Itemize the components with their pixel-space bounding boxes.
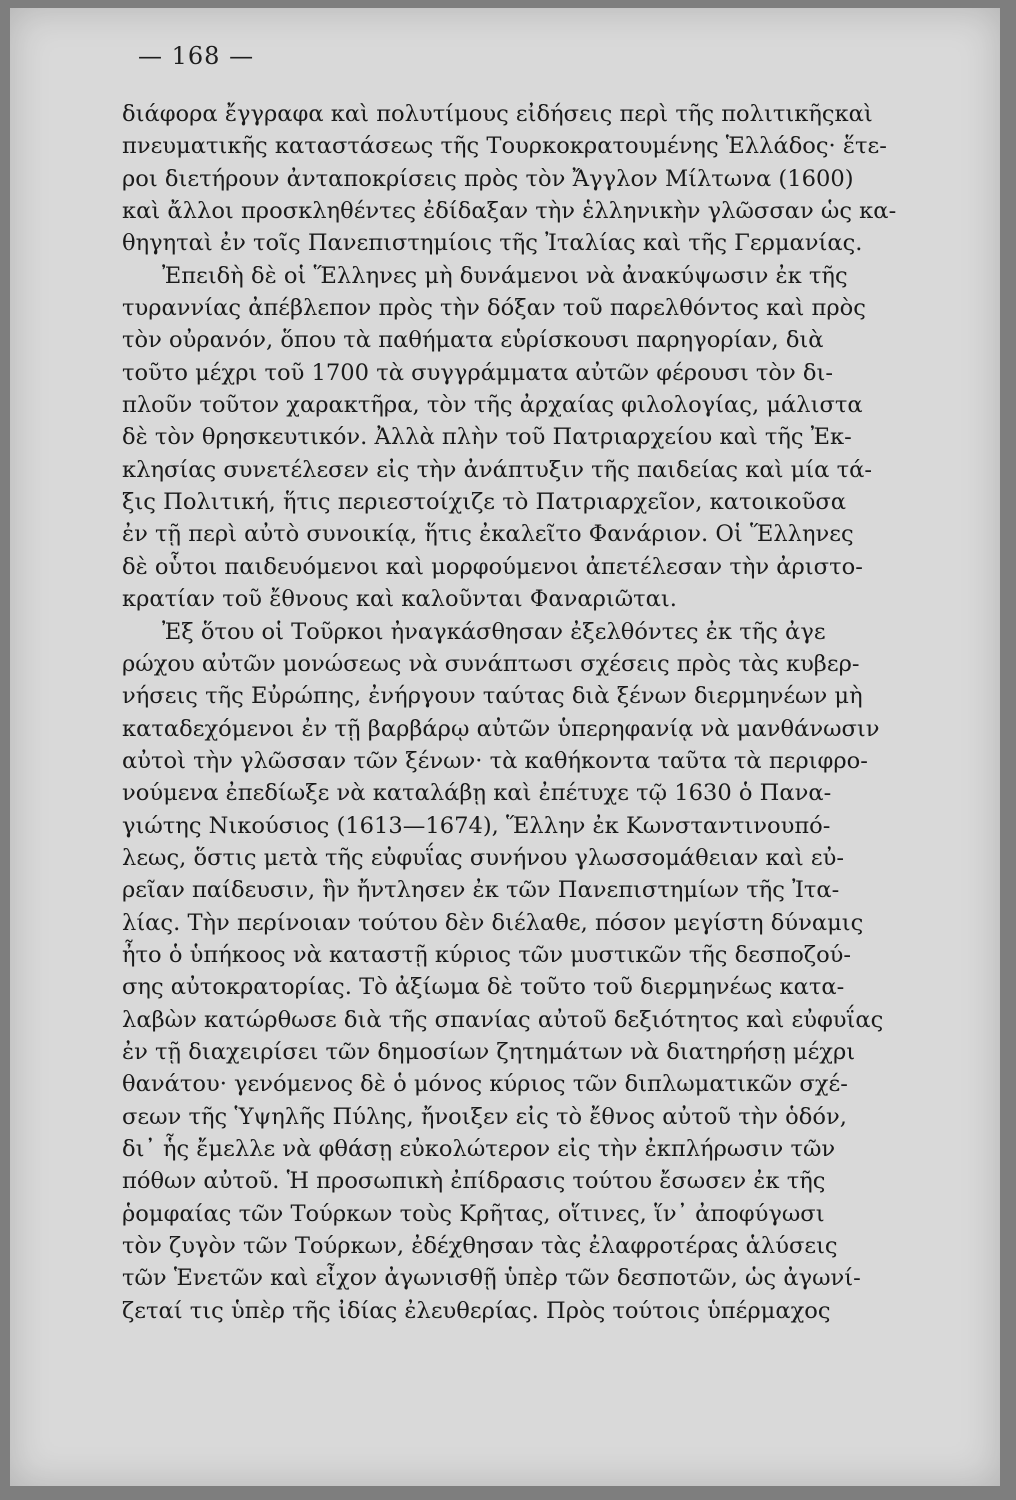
text-line: ρεῖαν παίδευσιν, ἣν ἤντλησεν ἐκ τῶν Πανεπιστημίων τῆς Ἰτα-: [122, 877, 840, 904]
text-line: τὸν ζυγὸν τῶν Τούρκων, ἐδέχθησαν τὰς ἐλαφροτέρας ἁλύσεις: [122, 1233, 838, 1260]
text-line: Ἐξ ὅτου οἱ Τοῦρκοι ἠναγκάσθησαν ἐξελθόντες ἐκ τῆς ἀγε: [162, 618, 826, 645]
text-line: λίας. Τὴν περίνοιαν τούτου δὲν διέλαθε, πόσον μεγίστη δύναμις: [122, 909, 864, 936]
text-line: δὲ οὗτοι παιδευόμενοι καὶ μορφούμενοι ἀπετέλεσαν τὴν ἀριστο-: [122, 553, 863, 580]
text-line: κλησίας συνετέλεσεν εἰς τὴν ἀνάπτυξιν τῆς παιδείας καὶ μία τά-: [122, 456, 873, 483]
text-line: πλοῦν τοῦτον χαρακτῆρα, τὸν τῆς ἀρχαίας φιλολογίας, μάλιστα: [122, 392, 863, 419]
text-line: γιώτης Νικούσιος (1613—1674), Ἕλλην ἐκ Κωνσταντινουπό-: [122, 812, 831, 839]
page-number: — 168 —: [138, 42, 255, 70]
text-line: ἦτο ὁ ὑπήκοος νὰ καταστῇ κύριος τῶν μυστικῶν τῆς δεσποζού-: [122, 941, 852, 968]
text-line: θηγηταὶ ἐν τοῖς Πανεπιστημίοις τῆς Ἰταλίας καὶ τῆς Γερμανίας.: [122, 230, 863, 257]
text-line: τυραννίας ἀπέβλεπον πρὸς τὴν δόξαν τοῦ παρελθόντος καὶ πρὸς: [122, 295, 866, 322]
body-text: [122, 98, 968, 1327]
text-line: λεως, ὅστις μετὰ τῆς εὐφυΐας συνήνου γλωσσομάθειαν καὶ εὐ-: [122, 844, 844, 871]
text-line: κρατίαν τοῦ ἔθνους καὶ καλοῦνται Φαναριῶται.: [122, 586, 677, 613]
text-line: ῥομφαίας τῶν Τούρκων τοὺς Κρῆτας, οἵτινες, ἵν᾿ ἀποφύγωσι: [122, 1200, 825, 1227]
text-line: νήσεις τῆς Εὐρώπης, ἐνήργουν ταύτας διὰ ξένων διερμηνέων μὴ: [122, 683, 863, 710]
text-line: ξις Πολιτική, ἥτις περιεστοίχιζε τὸ Πατριαρχεῖον, κατοικοῦσα: [122, 489, 847, 516]
text-line: λαβὼν κατώρθωσε διὰ τῆς σπανίας αὐτοῦ δεξιότητος καὶ εὐφυΐας: [122, 1006, 884, 1033]
book-page: [10, 8, 1000, 1486]
text-line: πόθων αὐτοῦ. Ἡ προσωπικὴ ἐπίδρασις τούτου ἔσωσεν ἐκ τῆς: [122, 1168, 826, 1195]
text-line: τῶν Ἑνετῶν καὶ εἶχον ἀγωνισθῇ ὑπὲρ τῶν δεσποτῶν, ὡς ἀγωνί-: [122, 1265, 861, 1292]
text-line: τὸν οὐρανόν, ὅπου τὰ παθήματα εὑρίσκουσι παρηγορίαν, διὰ: [122, 327, 824, 354]
text-line: διάφορα ἔγγραφα καὶ πολυτίμους εἰδήσεις περὶ τῆς πολιτικῆςκαὶ: [122, 101, 873, 127]
text-line: ροι διετήρουν ἀνταποκρίσεις πρὸς τὸν Ἄγγλον Μίλτωνα (1600): [122, 165, 854, 192]
text-line: σης αὐτοκρατορίας. Τὸ ἀξίωμα δὲ τοῦτο τοῦ διερμηνέως κατα-: [122, 974, 845, 1001]
text-line: ἐν τῇ διαχειρίσει τῶν δημοσίων ζητημάτων νὰ διατηρήσῃ μέχρι: [122, 1038, 856, 1065]
text-line: καταδεχόμενοι ἐν τῇ βαρβάρῳ αὐτῶν ὑπερηφανίᾳ νὰ μανθάνωσιν: [122, 715, 880, 742]
text-line: δι᾿ ἧς ἔμελλε νὰ φθάσῃ εὐκολώτερον εἰς τὴν ἐκπλήρωσιν τῶν: [122, 1136, 836, 1162]
text-line: αὐτοὶ τὴν γλῶσσαν τῶν ξένων· τὰ καθήκοντα ταῦτα τὰ περιφρο-: [122, 747, 868, 774]
text-line: ζεταί τις ὑπὲρ τῆς ἰδίας ἐλευθερίας. Πρὸς τούτοις ὑπέρμαχος: [122, 1297, 831, 1324]
text-line: ἐν τῇ περὶ αὐτὸ συνοικίᾳ, ἥτις ἐκαλεῖτο Φανάριον. Οἱ Ἕλληνες: [122, 521, 854, 548]
text-line: δὲ τὸν θρησκευτικόν. Ἀλλὰ πλὴν τοῦ Πατριαρχείου καὶ τῆς Ἐκ-: [122, 424, 852, 451]
text-line: ρώχου αὐτῶν μονώσεως νὰ συνάπτωσι σχέσεις πρὸς τὰς κυβερ-: [122, 650, 860, 677]
text-line: νούμενα ἐπεδίωξε νὰ καταλάβῃ καὶ ἐπέτυχε τῷ 1630 ὁ Πανα-: [122, 780, 832, 807]
text-line: σεων τῆς Ὑψηλῆς Πύλης, ἤνοιξεν εἰς τὸ ἔθνος αὐτοῦ τὴν ὁδόν,: [122, 1103, 847, 1130]
text-line: θανάτου· γενόμενος δὲ ὁ μόνος κύριος τῶν διπλωματικῶν σχέ-: [122, 1071, 848, 1098]
text-line: καὶ ἄλλοι προσκληθέντες ἐδίδαξαν τὴν ἑλληνικὴν γλῶσσαν ὡς κα-: [122, 198, 897, 225]
text-line: Ἐπειδὴ δὲ οἱ Ἕλληνες μὴ δυνάμενοι νὰ ἀνακύψωσιν ἐκ τῆς: [162, 262, 848, 289]
text-line: τοῦτο μέχρι τοῦ 1700 τὰ συγγράμματα αὐτῶν φέρουσι τὸν δι-: [122, 359, 833, 386]
text-line: πνευματικῆς καταστάσεως τῆς Τουρκοκρατουμένης Ἑλλάδος· ἕτε-: [122, 133, 887, 160]
